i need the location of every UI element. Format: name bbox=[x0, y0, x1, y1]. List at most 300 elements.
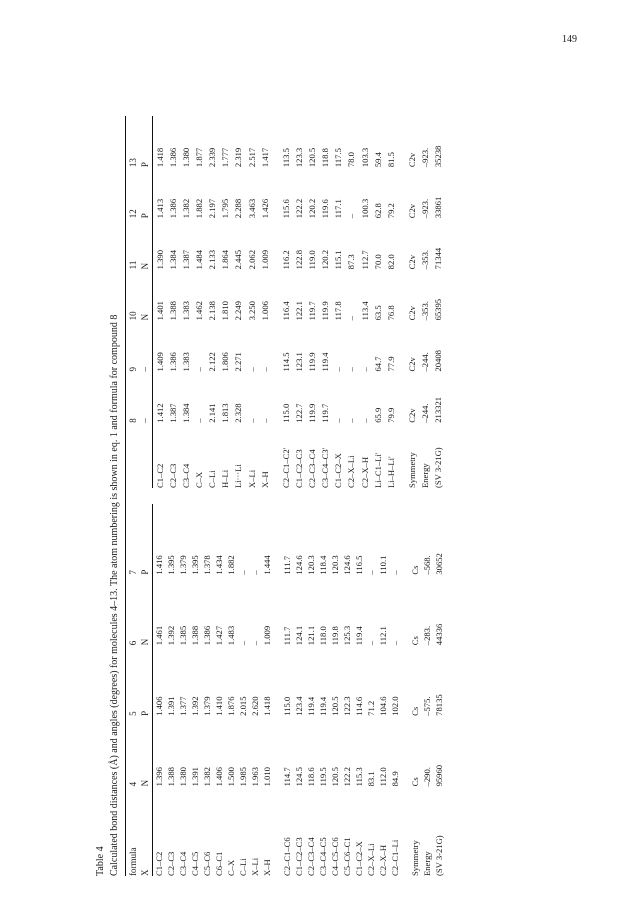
table-cell: – bbox=[346, 316, 357, 321]
table-cell: 8 bbox=[128, 418, 138, 423]
table-cell: 1.386 bbox=[167, 198, 178, 219]
table-cell: Cs bbox=[410, 706, 420, 716]
table-cell: 2.339 bbox=[207, 147, 218, 168]
table-cell: 79.2 bbox=[385, 203, 396, 219]
table-cell: 2.133 bbox=[207, 249, 218, 270]
table-cell: 1.009 bbox=[262, 625, 272, 646]
table-cell: 1.406 bbox=[154, 696, 164, 716]
table-cell: 120.5 bbox=[330, 696, 340, 716]
table-cell: 1.427 bbox=[214, 625, 224, 646]
table-cell: 2.328 bbox=[233, 403, 244, 423]
table-cell: 102.0 bbox=[390, 696, 400, 716]
table-cell: 1.387 bbox=[167, 403, 178, 423]
table-cell: 120.5 bbox=[330, 767, 340, 787]
row-label: formula bbox=[128, 847, 138, 876]
header-row bbox=[139, 116, 151, 488]
table-cell: 116.2 bbox=[280, 250, 291, 270]
table-row bbox=[384, 116, 397, 488]
table-cell: 2.249 bbox=[233, 301, 244, 321]
table-cell: 1.384 bbox=[167, 249, 178, 270]
table-cell: 11 bbox=[128, 260, 138, 270]
table-row bbox=[409, 504, 421, 876]
table-row bbox=[332, 116, 345, 488]
row-label: C2–X–Li bbox=[346, 455, 357, 488]
table-row bbox=[179, 116, 192, 488]
table-cell: 119.4 bbox=[320, 352, 331, 372]
table-row bbox=[165, 504, 177, 876]
table-cell: –353. bbox=[420, 301, 430, 321]
table-cell: 120.2 bbox=[320, 249, 331, 270]
table-cell: 114.5 bbox=[280, 352, 291, 372]
table-cell: N bbox=[140, 313, 150, 321]
table-cell: 111.7 bbox=[282, 626, 292, 646]
table-cell: 122.2 bbox=[342, 767, 352, 787]
table-cell: 119.5 bbox=[318, 767, 328, 787]
row-label: C1–C2 bbox=[154, 851, 164, 876]
table-cell: N bbox=[140, 779, 150, 787]
table-cell: 78135 bbox=[434, 694, 444, 716]
row-label: Symmetry bbox=[406, 452, 417, 488]
table-cell: –283. bbox=[422, 625, 432, 646]
left-table bbox=[127, 504, 445, 876]
table-cell: 1.391 bbox=[166, 696, 176, 716]
table-cell: 1.462 bbox=[194, 301, 204, 321]
table-cell: 77.9 bbox=[385, 356, 396, 372]
table-row bbox=[225, 504, 237, 876]
table-row bbox=[206, 116, 219, 488]
table-cell: – bbox=[140, 418, 150, 423]
table-cell: 124.6 bbox=[294, 555, 304, 575]
table-cell: 119.9 bbox=[307, 403, 317, 423]
row-label: Li–C1–Li' bbox=[372, 452, 383, 488]
table-cell: 44336 bbox=[434, 623, 444, 646]
table-cell: 120.3 bbox=[330, 555, 340, 575]
table-cell: 1.395 bbox=[166, 555, 176, 575]
table-row bbox=[358, 116, 371, 488]
table-cell: 121.1 bbox=[306, 625, 316, 646]
table-cell: 1.383 bbox=[180, 352, 191, 372]
table-cell: – bbox=[390, 640, 400, 646]
table-cell: 1.985 bbox=[238, 767, 248, 787]
table-cell: 1.382 bbox=[180, 198, 191, 219]
table-row bbox=[305, 116, 318, 488]
table-cell: 110.1 bbox=[378, 555, 388, 575]
top-rule bbox=[125, 116, 126, 876]
table-cell: 2.015 bbox=[238, 696, 248, 716]
table-cell: – bbox=[250, 570, 260, 575]
header-row bbox=[139, 504, 151, 876]
table-row bbox=[421, 504, 433, 876]
table-cell: 118.4 bbox=[318, 555, 328, 575]
table-cell: 1.416 bbox=[154, 555, 164, 575]
table-cell: 1.500 bbox=[226, 767, 236, 787]
table-row bbox=[432, 116, 445, 488]
table-cell: 1.409 bbox=[154, 352, 165, 372]
table-row bbox=[249, 504, 261, 876]
table-cell: – bbox=[250, 640, 260, 646]
table-cell: 81.5 bbox=[385, 152, 396, 168]
table-cell: 119.7 bbox=[307, 301, 317, 321]
table-cell: P bbox=[140, 162, 150, 168]
table-cell: 1.392 bbox=[190, 696, 200, 716]
row-label: C–X bbox=[194, 471, 204, 488]
table-cell: 70.0 bbox=[372, 254, 383, 270]
table-cell: 120.2 bbox=[307, 198, 317, 219]
table-cell: – bbox=[194, 367, 204, 372]
table-label: Table 4 bbox=[95, 846, 106, 876]
row-label: X bbox=[140, 869, 150, 876]
table-row bbox=[293, 504, 305, 876]
table-cell: 2.319 bbox=[233, 147, 244, 168]
table-cell: 1.388 bbox=[190, 625, 200, 646]
section-gap bbox=[397, 116, 405, 488]
table-row bbox=[177, 504, 189, 876]
table-cell: 1.009 bbox=[259, 249, 270, 270]
table-cell: 1.877 bbox=[194, 147, 204, 168]
table-cell: 122.2 bbox=[293, 198, 304, 219]
table-cell: 71344 bbox=[433, 247, 444, 270]
table-cell: 2.062 bbox=[246, 249, 257, 270]
table-cell: 116.4 bbox=[280, 301, 291, 321]
table-row bbox=[319, 116, 332, 488]
table-cell: 3.463 bbox=[246, 198, 257, 219]
table-cell: 119.4 bbox=[354, 626, 364, 646]
table-cell: 1.418 bbox=[154, 147, 165, 168]
table-cell: 1.396 bbox=[154, 767, 164, 787]
table-row bbox=[213, 504, 225, 876]
table-cell: 65.9 bbox=[372, 407, 383, 423]
table-cell: 76.8 bbox=[385, 305, 396, 321]
table-cell: 2.620 bbox=[250, 696, 260, 716]
table-cell: 117.1 bbox=[333, 199, 344, 219]
table-cell: – bbox=[238, 570, 248, 575]
row-label: C2–X–Li bbox=[366, 843, 376, 876]
table-cell: 1.386 bbox=[202, 625, 212, 646]
row-label: Energy bbox=[422, 851, 432, 876]
table-cell: –923. bbox=[420, 147, 430, 168]
table-cell: 119.4 bbox=[306, 696, 316, 716]
table-cell: –575. bbox=[422, 696, 432, 716]
table-cell: 119.0 bbox=[307, 250, 317, 270]
table-cell: 2.445 bbox=[233, 249, 244, 270]
row-label: C1–C2–C3 bbox=[293, 449, 304, 488]
table-cell: 1.483 bbox=[226, 625, 236, 646]
table-row bbox=[341, 504, 353, 876]
row-label bbox=[127, 423, 139, 488]
table-cell: 1.401 bbox=[154, 301, 165, 321]
table-cell: 117.5 bbox=[333, 148, 344, 168]
table-cell: 1.412 bbox=[154, 403, 165, 423]
table-cell: 114.6 bbox=[354, 696, 364, 716]
row-label: X–H bbox=[259, 471, 270, 488]
row-label: C2–X–H bbox=[359, 456, 370, 488]
row-label: C2–C3–C4 bbox=[306, 837, 316, 876]
table-row bbox=[189, 504, 201, 876]
table-cell: 78.0 bbox=[346, 152, 357, 168]
table-cell: 1.413 bbox=[154, 198, 165, 219]
row-label: Li–H–Li' bbox=[385, 456, 396, 488]
table-cell: 119.7 bbox=[320, 403, 331, 423]
table-cell: 1.386 bbox=[167, 352, 178, 372]
table-cell: 112.0 bbox=[378, 767, 388, 787]
table-cell: 2.197 bbox=[207, 198, 218, 219]
table-cell: 122.7 bbox=[293, 403, 304, 423]
table-cell: 1.406 bbox=[214, 767, 224, 787]
table-cell: 1.010 bbox=[262, 767, 272, 787]
table-cell: 1.383 bbox=[180, 301, 191, 321]
table-cell: 63.5 bbox=[372, 305, 383, 321]
table-row bbox=[305, 504, 317, 876]
table-row bbox=[232, 116, 245, 488]
table-cell: 123.1 bbox=[293, 352, 304, 372]
table-row bbox=[345, 116, 358, 488]
table-cell: 62.8 bbox=[372, 203, 383, 219]
table-cell: – bbox=[346, 418, 357, 423]
table-cell: 120.5 bbox=[307, 147, 317, 168]
table-cell: 122.1 bbox=[293, 301, 304, 321]
table-cell: 1.380 bbox=[178, 767, 188, 787]
row-label: C4–C5–C6 bbox=[330, 837, 340, 876]
row-label: C4–C5 bbox=[190, 851, 200, 876]
table-cell: – bbox=[366, 570, 376, 575]
table-cell: Cs bbox=[410, 636, 420, 646]
table-cell: 112.1 bbox=[378, 626, 388, 646]
table-cell: 122.8 bbox=[293, 249, 304, 270]
table-cell: –244. bbox=[420, 403, 430, 423]
table-cell: 1.882 bbox=[226, 555, 236, 575]
right-table bbox=[127, 116, 445, 488]
row-label: Energy bbox=[420, 463, 430, 488]
table-cell: 95960 bbox=[434, 764, 444, 787]
table-cell: –244. bbox=[420, 352, 430, 372]
table-row bbox=[365, 504, 377, 876]
table-cell: P bbox=[140, 710, 150, 716]
table-row bbox=[261, 504, 273, 876]
table-cell: C2v bbox=[406, 306, 417, 321]
table-cell: 124.6 bbox=[342, 555, 352, 575]
row-label: C3–C4 bbox=[180, 463, 191, 488]
table-cell: 1.876 bbox=[226, 696, 236, 716]
table-cell: 1.384 bbox=[180, 403, 191, 423]
table-cell: 13 bbox=[128, 158, 138, 168]
row-label: C–X bbox=[226, 859, 236, 876]
row-label: C2–X–H bbox=[378, 844, 388, 876]
table-cell: –353. bbox=[420, 249, 430, 270]
row-label: C3–C4–C5 bbox=[318, 837, 328, 876]
table-row bbox=[353, 504, 365, 876]
table-cell: 65395 bbox=[433, 298, 444, 321]
table-cell: 119.4 bbox=[318, 696, 328, 716]
table-cell: 115.6 bbox=[280, 199, 291, 219]
table-cell: 122.3 bbox=[342, 696, 352, 716]
table-row bbox=[153, 116, 167, 488]
table-cell: 104.6 bbox=[378, 696, 388, 716]
row-label: C1–C2–X bbox=[354, 841, 364, 876]
table-cell: 3.250 bbox=[246, 301, 257, 321]
table-row bbox=[389, 504, 401, 876]
table-cell: 1.387 bbox=[180, 249, 191, 270]
table-cell: 35238 bbox=[433, 145, 444, 168]
row-label: C6–C1 bbox=[214, 851, 224, 876]
row-label: C1–C2 bbox=[154, 463, 165, 488]
table-cell: 2.271 bbox=[233, 352, 244, 372]
table-row bbox=[201, 504, 213, 876]
table-cell: – bbox=[346, 213, 357, 219]
table-cell: P bbox=[140, 569, 150, 575]
table-cell: 114.7 bbox=[282, 767, 292, 787]
table-cell: – bbox=[359, 367, 370, 372]
table-cell: 1.810 bbox=[220, 301, 231, 321]
row-label: X–Li bbox=[250, 857, 260, 876]
table-cell: P bbox=[140, 213, 150, 219]
table-cell: 1.006 bbox=[259, 301, 270, 321]
table-cell: 1.882 bbox=[194, 198, 204, 219]
table-cell: 103.3 bbox=[359, 147, 370, 168]
table-halves bbox=[127, 116, 445, 876]
row-label: C–Li bbox=[238, 858, 248, 876]
table-cell: 1.417 bbox=[259, 147, 270, 168]
row-label: C5–C6–C1 bbox=[342, 837, 352, 876]
table-row bbox=[258, 116, 271, 488]
table-cell: 1.391 bbox=[190, 767, 200, 787]
table-cell: N bbox=[140, 262, 150, 270]
table-cell: 118.0 bbox=[318, 626, 328, 646]
table-cell: – bbox=[259, 418, 270, 423]
row-label: Li···Li bbox=[233, 464, 244, 488]
table-cell: 4 bbox=[128, 781, 138, 787]
table-cell: –923. bbox=[420, 198, 430, 219]
table-cell: 1.864 bbox=[220, 249, 231, 270]
table-cell: C2v bbox=[406, 254, 417, 270]
row-label: C2–C1–C6 bbox=[282, 837, 292, 876]
table-cell: C2v bbox=[406, 152, 417, 168]
table-cell: 1.795 bbox=[220, 198, 231, 219]
table-cell: – bbox=[259, 367, 270, 372]
table-cell: 118.6 bbox=[306, 767, 316, 787]
table-cell: C2v bbox=[406, 203, 417, 219]
row-label: C1–C2–X bbox=[333, 453, 344, 488]
table-row bbox=[245, 116, 258, 488]
row-label: C2–C3 bbox=[167, 463, 178, 488]
table-cell: – bbox=[246, 367, 257, 372]
table-row bbox=[219, 116, 232, 488]
table-cell: – bbox=[333, 367, 344, 372]
table-cell: 87.3 bbox=[346, 254, 357, 270]
table-cell: 83.1 bbox=[366, 771, 376, 787]
table-cell: 1.410 bbox=[214, 696, 224, 716]
row-label: C5–C6 bbox=[202, 851, 212, 876]
table-cell: 5 bbox=[128, 711, 138, 716]
table-cell: 2.517 bbox=[246, 147, 257, 168]
table-cell: 100.3 bbox=[359, 198, 370, 219]
table-cell: 79.9 bbox=[385, 407, 396, 423]
table-cell: 6 bbox=[128, 640, 138, 646]
table-cell: 124.1 bbox=[294, 625, 304, 646]
table-cell: – bbox=[346, 367, 357, 372]
table-cell: 1.426 bbox=[259, 198, 270, 219]
section-gap bbox=[401, 504, 409, 876]
table-cell: 124.5 bbox=[294, 767, 304, 787]
table-row bbox=[237, 504, 249, 876]
table-cell: 111.7 bbox=[282, 555, 292, 575]
table-cell: 115.1 bbox=[333, 250, 344, 270]
row-label: C2–C1–C2' bbox=[280, 447, 291, 488]
row-label: C1–C2–C3 bbox=[294, 837, 304, 876]
table-cell: 119.9 bbox=[307, 352, 317, 372]
row-label: C2–C3 bbox=[166, 851, 176, 876]
table-cell: 119.9 bbox=[320, 301, 331, 321]
table-cell: 119.6 bbox=[320, 199, 331, 219]
row-label: C3–C4 bbox=[178, 851, 188, 876]
table-cell: 82.0 bbox=[385, 254, 396, 270]
table-cell: 1.444 bbox=[262, 555, 272, 575]
table-cell: 1.461 bbox=[154, 625, 164, 646]
header-row bbox=[127, 504, 139, 876]
table-cell: 115.0 bbox=[282, 696, 292, 716]
table-cell: 1.390 bbox=[154, 249, 165, 270]
table-cell: 20408 bbox=[433, 350, 444, 372]
row-label: (SV 3-21G) bbox=[433, 447, 444, 488]
header-row bbox=[127, 116, 139, 488]
table-cell: 112.7 bbox=[359, 250, 370, 270]
table-cell: – bbox=[366, 640, 376, 646]
table-cell: 71.2 bbox=[366, 700, 376, 716]
table-cell: 1.385 bbox=[178, 625, 188, 646]
table-cell: 1.388 bbox=[167, 301, 178, 321]
table-cell: 2.288 bbox=[233, 198, 244, 219]
table-cell: 1.388 bbox=[166, 767, 176, 787]
table-cell: – bbox=[238, 640, 248, 646]
table-cell: 12 bbox=[128, 209, 138, 219]
table-row bbox=[405, 116, 418, 488]
table-row bbox=[292, 116, 305, 488]
table-cell: 2.138 bbox=[207, 301, 218, 321]
table-cell: 1.806 bbox=[220, 352, 231, 372]
table-cell: 113.5 bbox=[280, 148, 291, 168]
table-cell: – bbox=[333, 418, 344, 423]
table-cell: 1.382 bbox=[202, 767, 212, 787]
table-cell: 115.3 bbox=[354, 767, 364, 787]
table-cell: 59.4 bbox=[372, 152, 383, 168]
table-cell: 1.379 bbox=[202, 696, 212, 716]
table-cell: – bbox=[359, 418, 370, 423]
table-cell: 213321 bbox=[433, 396, 444, 423]
row-label: C3–C4–C3' bbox=[320, 447, 331, 488]
table-cell: –568. bbox=[422, 555, 432, 575]
table-cell: 115.0 bbox=[280, 403, 291, 423]
table-cell: 64.7 bbox=[372, 356, 383, 372]
table-row bbox=[377, 504, 389, 876]
table-cell: 84.9 bbox=[390, 771, 400, 787]
table-cell: 10 bbox=[128, 311, 138, 321]
table-cell: – bbox=[140, 367, 150, 372]
row-label: C2–C3–C4 bbox=[307, 449, 317, 488]
table-cell: 1.377 bbox=[178, 696, 188, 716]
table-cell: Cs bbox=[410, 777, 420, 787]
table-cell: 1.392 bbox=[166, 625, 176, 646]
table-cell: – bbox=[390, 570, 400, 575]
table-cell: 30652 bbox=[434, 553, 444, 575]
table-cell: 1.963 bbox=[250, 767, 260, 787]
row-label: C–Li bbox=[207, 470, 218, 488]
table-row bbox=[279, 116, 292, 488]
table-cell: 1.378 bbox=[202, 555, 212, 575]
table-cell: 116.5 bbox=[354, 555, 364, 575]
table-cell: – bbox=[246, 418, 257, 423]
rotated-table-block bbox=[94, 116, 524, 876]
table-cell: –290. bbox=[422, 767, 432, 787]
table-cell: 123.3 bbox=[293, 147, 304, 168]
